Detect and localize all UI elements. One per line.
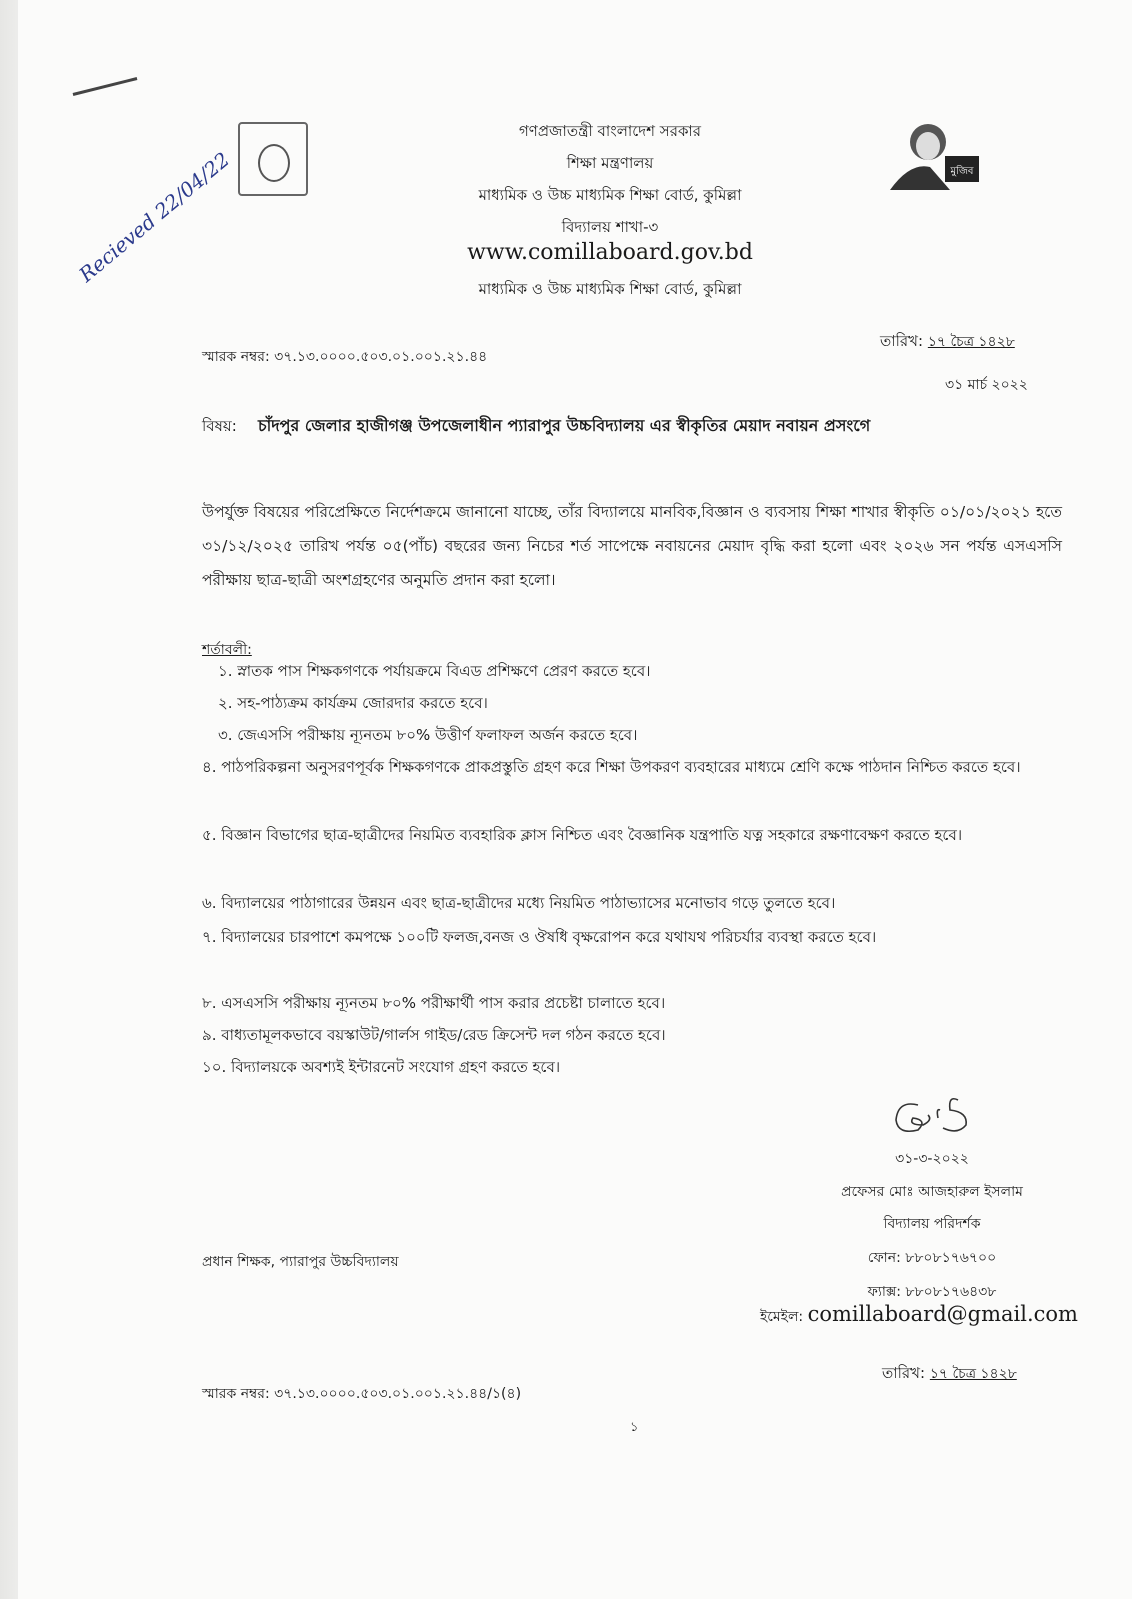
footer-memo-reference: স্মারক নম্বর: ৩৭.১৩.০০০০.৫০৩.০১.০০১.২১.৪৪/১(৪): [202, 1386, 522, 1402]
conditions-title: শর্তাবলী:: [202, 642, 252, 658]
signatory-name: প্রফেসর মোঃ আজহারুল ইসলাম: [841, 1184, 1023, 1200]
condition-item: ১০. বিদ্যালয়কে অবশ্যই ইন্টারনেট সংযোগ গ্রহণ করতে হবে।: [202, 1058, 561, 1076]
email-label: ইমেইল:: [760, 1309, 804, 1325]
signature-date: ৩১-৩-২০২২: [895, 1151, 969, 1167]
condition-item: ৯. বাধ্যতামূলকভাবে বয়স্কাউট/গার্লস গাইড/রেড ক্রিসেন্ট দল গঠন করতে হবে।: [202, 1026, 666, 1044]
government-emblem-logo: [238, 122, 308, 196]
condition-item: ১. স্নাতক পাস শিক্ষকগণকে পর্যায়ক্রমে বিএড প্রশিক্ষণে প্রেরণ করতে হবে।: [218, 662, 651, 680]
signatory-email-row: [760, 1302, 1078, 1329]
condition-item: ৬. বিদ্যালয়ের পাঠাগারের উন্নয়ন এবং ছাত্র-ছাত্রীদের মধ্যে নিয়মিত পাঠাভ্যাসের মনোভাব গড়ে তুলতে হবে।: [202, 894, 836, 912]
signatory-phone: ফোন: ৮৮০৮১৭৬৭০০: [867, 1250, 997, 1266]
mujib-borsho-logo: [890, 112, 990, 192]
signature: [888, 1090, 978, 1140]
subject-text: চাঁদপুর জেলার হাজীগঞ্জ উপজেলাধীন প্যারাপুর উচ্চবিদ্যালয় এর স্বীকৃতির মেয়াদ নবায়ন প্রসংগে: [258, 416, 871, 435]
header-board-2: মাধ্যমিক ও উচ্চ মাধ্যমিক শিক্ষা বোর্ড, কুমিল্লা: [478, 280, 742, 298]
date-label: তারিখ:: [880, 332, 924, 350]
date-bangla: ১৭ চৈত্র ১৪২৮: [927, 334, 1015, 350]
received-handwritten-note: Recieved 22/04/22: [74, 147, 235, 287]
footer-date-label: তারিখ:: [882, 1364, 926, 1382]
body-paragraph: উপর্যুক্ত বিষয়ের পরিপ্রেক্ষিতে নির্দেশক্রমে জানানো যাচ্ছে, তাঁর বিদ্যালয়ে মানবিক,বিজ্ঞান ও ব্যবসায় শিক্ষা শাখার স্বীকৃতি ০১/০১/২০২১ হতে ৩১/১২/২০২৫ তারিখ পর্যন্ত ০৫(পাঁচ) বছরের জন্য নিচের শর্ত সাপেক্ষে নবায়নের মেয়াদ বৃদ্ধি করা হলো এবং ২০২৬ সন পর্যন্ত এসএসসি পরীক্ষায় ছাত্র-ছাত্রী অংশগ্রহণের অনুমতি প্রদান করা হলো।: [202, 503, 1062, 589]
page-number: ১: [630, 1420, 639, 1435]
header-ministry: শিক্ষা মন্ত্রণালয়: [566, 154, 654, 172]
condition-item: ৫. বিজ্ঞান বিভাগের ছাত্র-ছাত্রীদের নিয়মিত ব্যবহারিক ক্লাস নিশ্চিত এবং বৈজ্ঞানিক যন্ত্রপাতি যত্ন সহকারে রক্ষণাবেক্ষণ করতে হবে।: [202, 826, 963, 844]
header-website[interactable]: www.comillaboard.gov.bd: [467, 240, 753, 265]
footer-date: [882, 1362, 1017, 1387]
date-english: ৩১ মার্চ ২০২২: [945, 377, 1028, 393]
condition-item: ২. সহ-পাঠ্যক্রম কার্যক্রম জোরদার করতে হবে।: [218, 694, 488, 712]
email-address[interactable]: comillaboard@gmail.com: [807, 1302, 1078, 1326]
header-branch: বিদ্যালয় শাখা-৩: [561, 218, 659, 236]
signatory-title: বিদ্যালয় পরিদর্শক: [883, 1216, 981, 1232]
recipient: প্রধান শিক্ষক, প্যারাপুর উচ্চবিদ্যালয়: [202, 1254, 399, 1270]
subject-label: বিষয়:: [202, 417, 237, 435]
signatory-fax: ফ্যাক্স: ৮৮০৮১৭৬৪৩৮: [867, 1284, 997, 1300]
memo-reference: স্মারক নম্বর: ৩৭.১৩.০০০০.৫০৩.০১.০০১.২১.৪৪: [202, 349, 488, 365]
header-board: মাধ্যমিক ও উচ্চ মাধ্যমিক শিক্ষা বোর্ড, কুমিল্লা: [478, 186, 742, 204]
svg-text:মুজিব: মুজিব: [950, 166, 974, 177]
condition-item: ৩. জেএসসি পরীক্ষায় ন্যূনতম ৮০% উত্তীর্ণ ফলাফল অর্জন করতে হবে।: [218, 726, 638, 744]
header-government: গণপ্রজাতন্ত্রী বাংলাদেশ সরকার: [518, 122, 702, 140]
condition-item: ৮. এসএসসি পরীক্ষায় ন্যূনতম ৮০% পরীক্ষার্থী পাস করার প্রচেষ্টা চালাতে হবে।: [202, 994, 666, 1012]
memo-date: [880, 330, 1015, 355]
footer-date-bangla: ১৭ চৈত্র ১৪২৮: [929, 1366, 1017, 1382]
condition-item: ৭. বিদ্যালয়ের চারপাশে কমপক্ষে ১০০টি ফলজ,বনজ ও ঔষধি বৃক্ষরোপন করে যথাযথ পরিচর্যার ব্যবস্থা করতে হবে।: [202, 928, 877, 946]
condition-item: ৪. পাঠপরিকল্পনা অনুসরণপূর্বক শিক্ষকগণকে প্রাকপ্রস্তুতি গ্রহণ করে শিক্ষা উপকরণ ব্যবহারের মাধ্যমে শ্রেণি কক্ষে পাঠদান নিশ্চিত করতে হবে।: [202, 758, 1021, 776]
